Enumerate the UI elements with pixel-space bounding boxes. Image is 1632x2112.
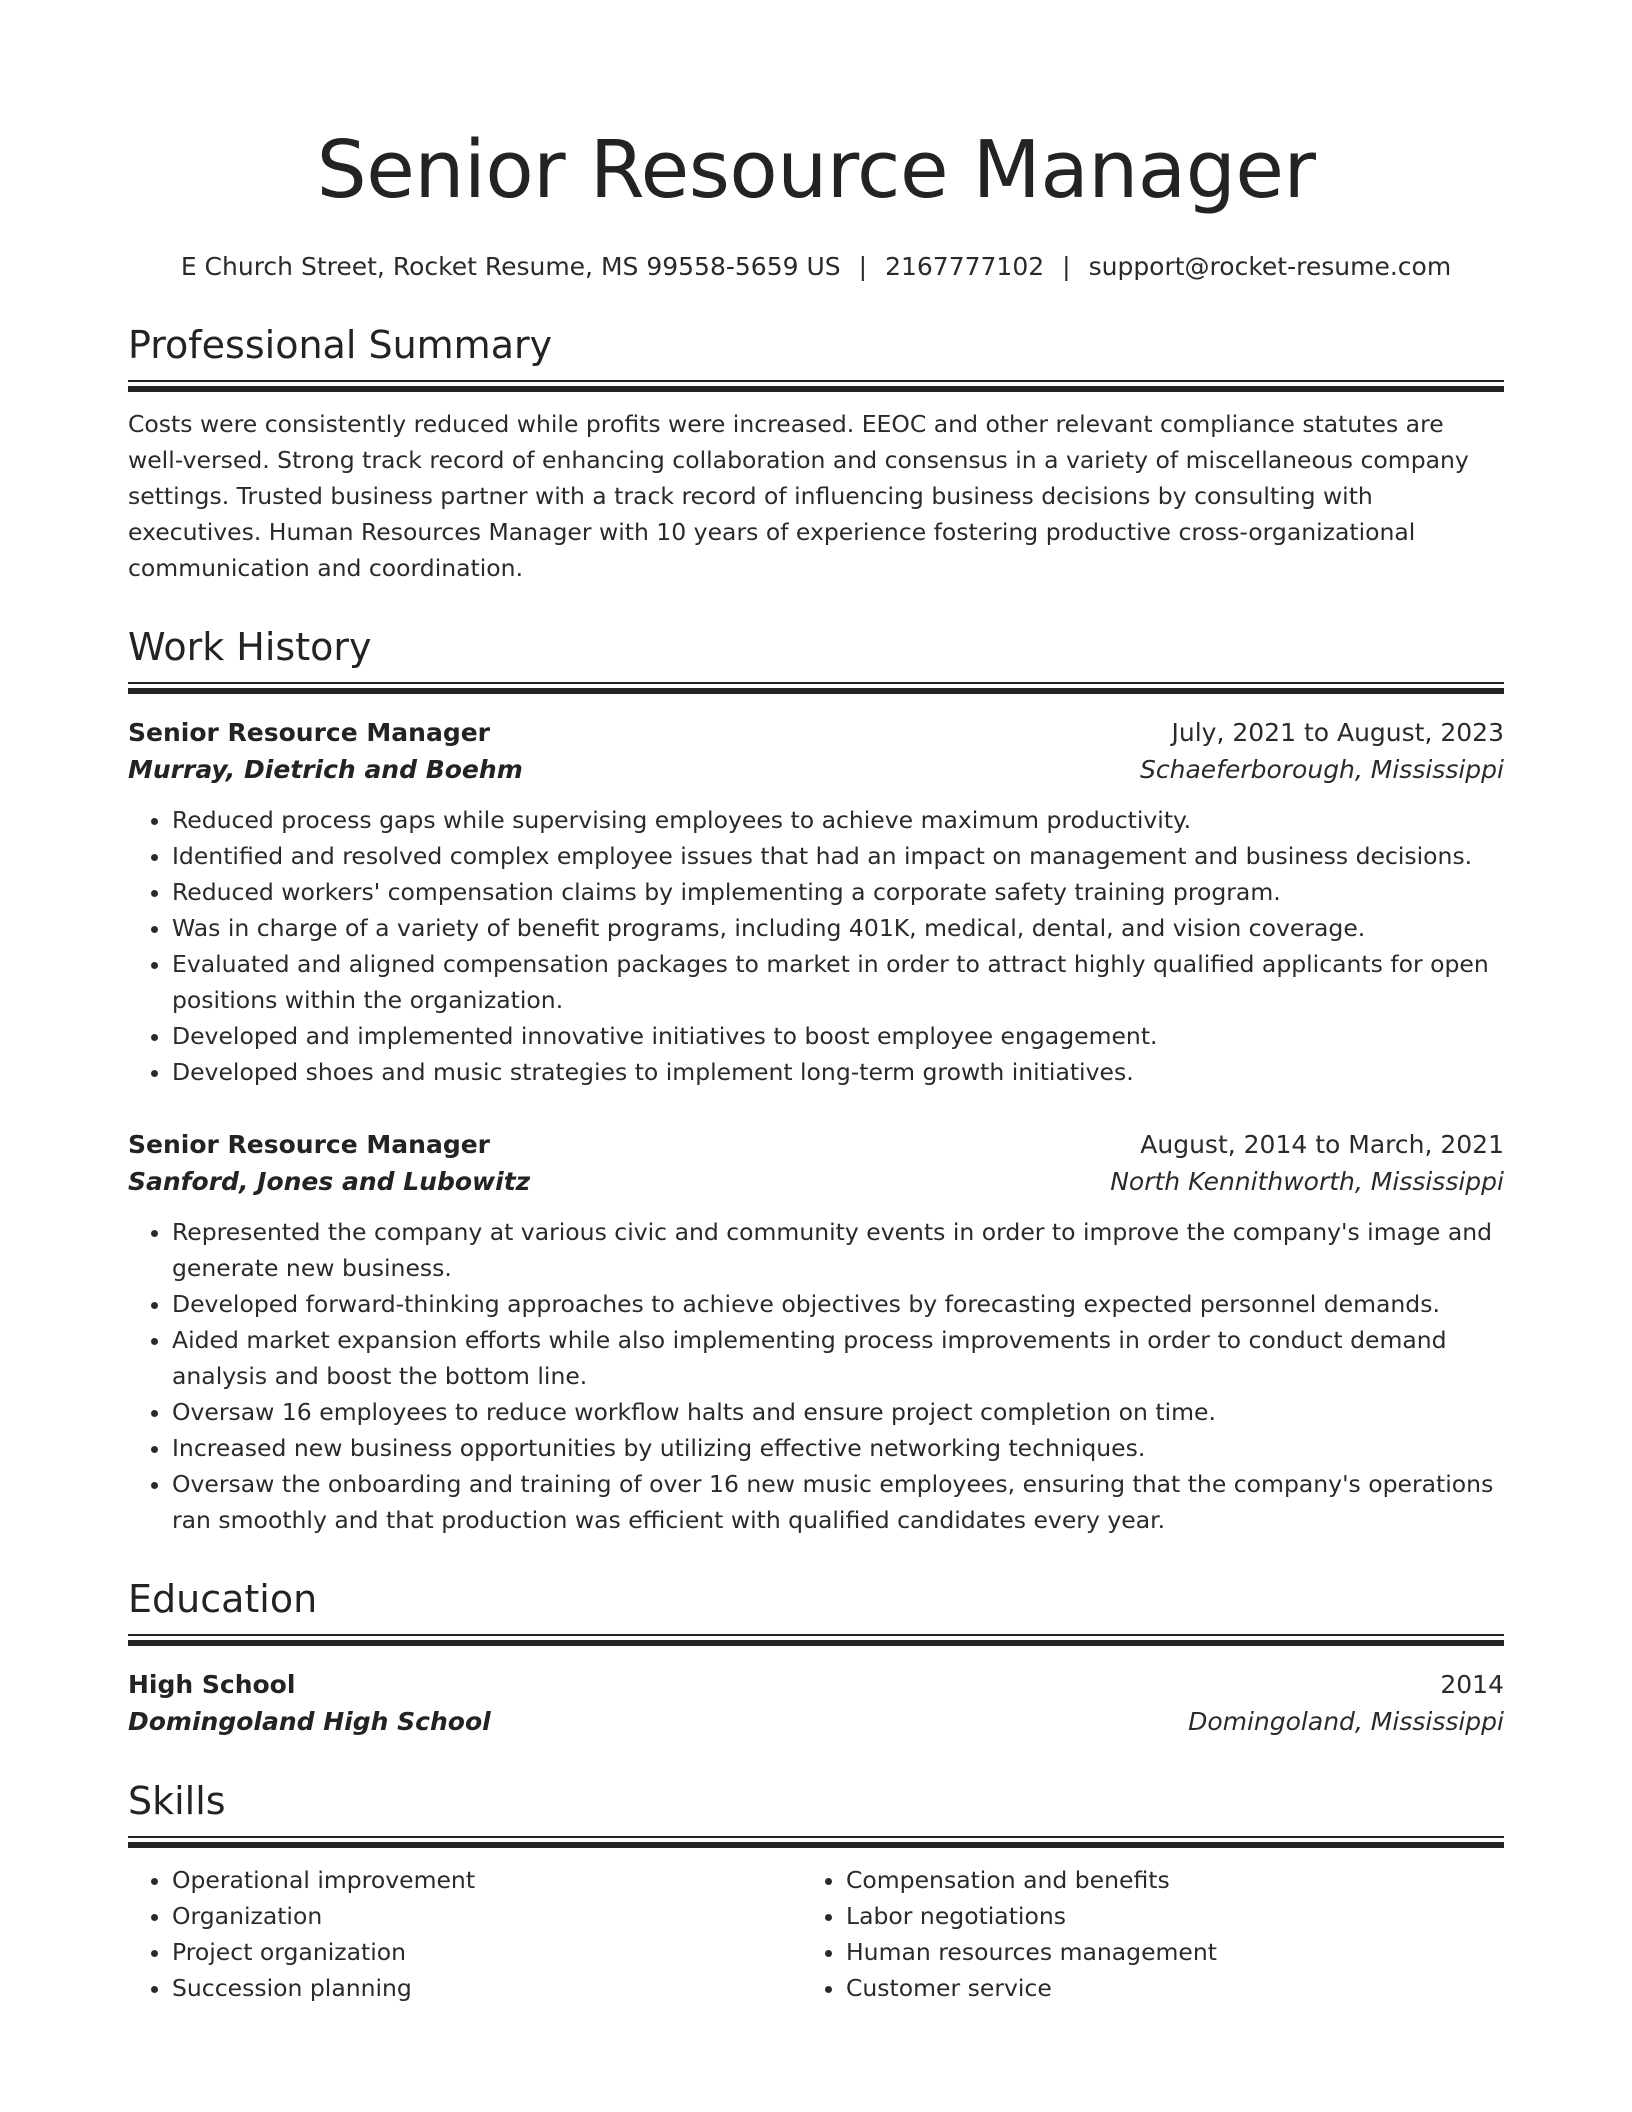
job-bullet: • Was in charge of a variety of benefit programs, including 401K, medical, dental, and vision coverage. xyxy=(172,910,1504,946)
skill-item: • Human resources management xyxy=(846,1934,1476,1970)
job-bullet-list xyxy=(128,802,1504,1090)
job-company: Murray, Dietrich and Boehm xyxy=(128,755,523,784)
job-bullet: • Developed shoes and music strategies to implement long-term growth initiatives. xyxy=(172,1054,1504,1090)
section-title-education: Education xyxy=(128,1577,318,1621)
section-divider xyxy=(128,380,1504,392)
job-bullet-list xyxy=(128,1214,1504,1538)
resume-name: Senior Resource Manager xyxy=(316,124,1316,216)
section-divider xyxy=(128,1836,1504,1848)
skill-item: • Customer service xyxy=(846,1970,1476,2006)
education-school: Domingoland High School xyxy=(128,1707,491,1736)
job-bullet: • Developed and implemented innovative initiatives to boost employee engagement. xyxy=(172,1018,1504,1054)
section-title-skills: Skills xyxy=(128,1779,226,1823)
skill-item: • Organization xyxy=(172,1898,802,1934)
contact-email: support@rocket-resume.com xyxy=(1088,252,1452,281)
contact-phone: 2167777102 xyxy=(885,252,1045,281)
education-school-row xyxy=(128,1703,1504,1740)
job-bullet: • Developed forward-thinking approaches to achieve objectives by forecasting expected personnel demands. xyxy=(172,1286,1504,1322)
job-bullet: • Identified and resolved complex employee issues that had an impact on management and business decisions. xyxy=(172,838,1504,874)
job-bullet: • Aided market expansion efforts while also implementing process improvements in order to conduct demand analysis and boost the bottom line. xyxy=(172,1322,1504,1394)
job-title: Senior Resource Manager xyxy=(128,718,490,747)
skills-section xyxy=(128,1776,1504,2006)
job-location: North Kennithworth, Mississippi xyxy=(1110,1167,1504,1196)
job-bullet: • Oversaw the onboarding and training of over 16 new music employees, ensuring that the company's operations ran smoothly and that production was efficient with qualified candidates every year. xyxy=(172,1466,1504,1538)
job-bullet: • Evaluated and aligned compensation packages to market in order to attract highly qualified applicants for open positions within the organization. xyxy=(172,946,1504,1018)
skill-item: • Succession planning xyxy=(172,1970,802,2006)
skills-grid xyxy=(128,1862,1504,2006)
contact-separator: | xyxy=(1062,252,1071,281)
contact-separator: | xyxy=(858,252,868,281)
summary-text: Costs were consistently reduced while profits were increased. EEOC and other relevant compliance statutes are well-versed. Strong track record of enhancing collaboration and consensus in a variety of miscellaneous company settings. Trusted business partner with a track record of influencing business decisions by consulting with executives. Human Resources Manager with 10 years of experience fostering productive cross-organizational communication and coordination. xyxy=(128,410,1469,582)
job-header-row xyxy=(128,714,1504,751)
job-company-row xyxy=(128,751,1504,788)
job-bullet: • Oversaw 16 employees to reduce workflow halts and ensure project completion on time. xyxy=(172,1394,1504,1430)
skill-item: • Project organization xyxy=(172,1934,802,1970)
contact-address: E Church Street, Rocket Resume, MS 99558-5659 US xyxy=(180,252,841,281)
skill-item: • Operational improvement xyxy=(172,1862,802,1898)
job-location: Schaeferborough, Mississippi xyxy=(1139,755,1504,784)
education-location: Domingoland, Mississippi xyxy=(1188,1707,1504,1736)
work-history-section xyxy=(128,622,1504,1538)
job-company-row xyxy=(128,1163,1504,1200)
job-bullet: • Represented the company at various civic and community events in order to improve the company's image and generate new business. xyxy=(172,1214,1504,1286)
job-entry xyxy=(128,1126,1504,1538)
education-header-row xyxy=(128,1666,1504,1703)
section-divider xyxy=(128,1634,1504,1646)
education-section xyxy=(128,1574,1504,1740)
job-header-row xyxy=(128,1126,1504,1163)
education-degree: High School xyxy=(128,1670,296,1699)
job-bullet: • Reduced process gaps while supervising employees to achieve maximum productivity. xyxy=(172,802,1504,838)
section-title-summary: Professional Summary xyxy=(128,323,553,367)
job-company: Sanford, Jones and Lubowitz xyxy=(128,1167,531,1196)
skills-column-right xyxy=(802,1862,1476,2006)
job-bullet: • Increased new business opportunities by utilizing effective networking techniques. xyxy=(172,1430,1504,1466)
skills-column-left xyxy=(128,1862,802,2006)
skill-item: • Compensation and benefits xyxy=(846,1862,1476,1898)
education-year: 2014 xyxy=(1440,1670,1504,1699)
job-bullet: • Reduced workers' compensation claims by implementing a corporate safety training program. xyxy=(172,874,1504,910)
job-title: Senior Resource Manager xyxy=(128,1130,490,1159)
summary-section xyxy=(128,320,1504,586)
section-divider xyxy=(128,682,1504,694)
job-dates: August, 2014 to March, 2021 xyxy=(1140,1130,1504,1159)
job-dates: July, 2021 to August, 2023 xyxy=(1171,718,1504,747)
section-title-work-history: Work History xyxy=(128,625,372,669)
education-entry xyxy=(128,1666,1504,1740)
skill-item: • Labor negotiations xyxy=(846,1898,1476,1934)
contact-line xyxy=(128,250,1504,284)
job-entry xyxy=(128,714,1504,1090)
